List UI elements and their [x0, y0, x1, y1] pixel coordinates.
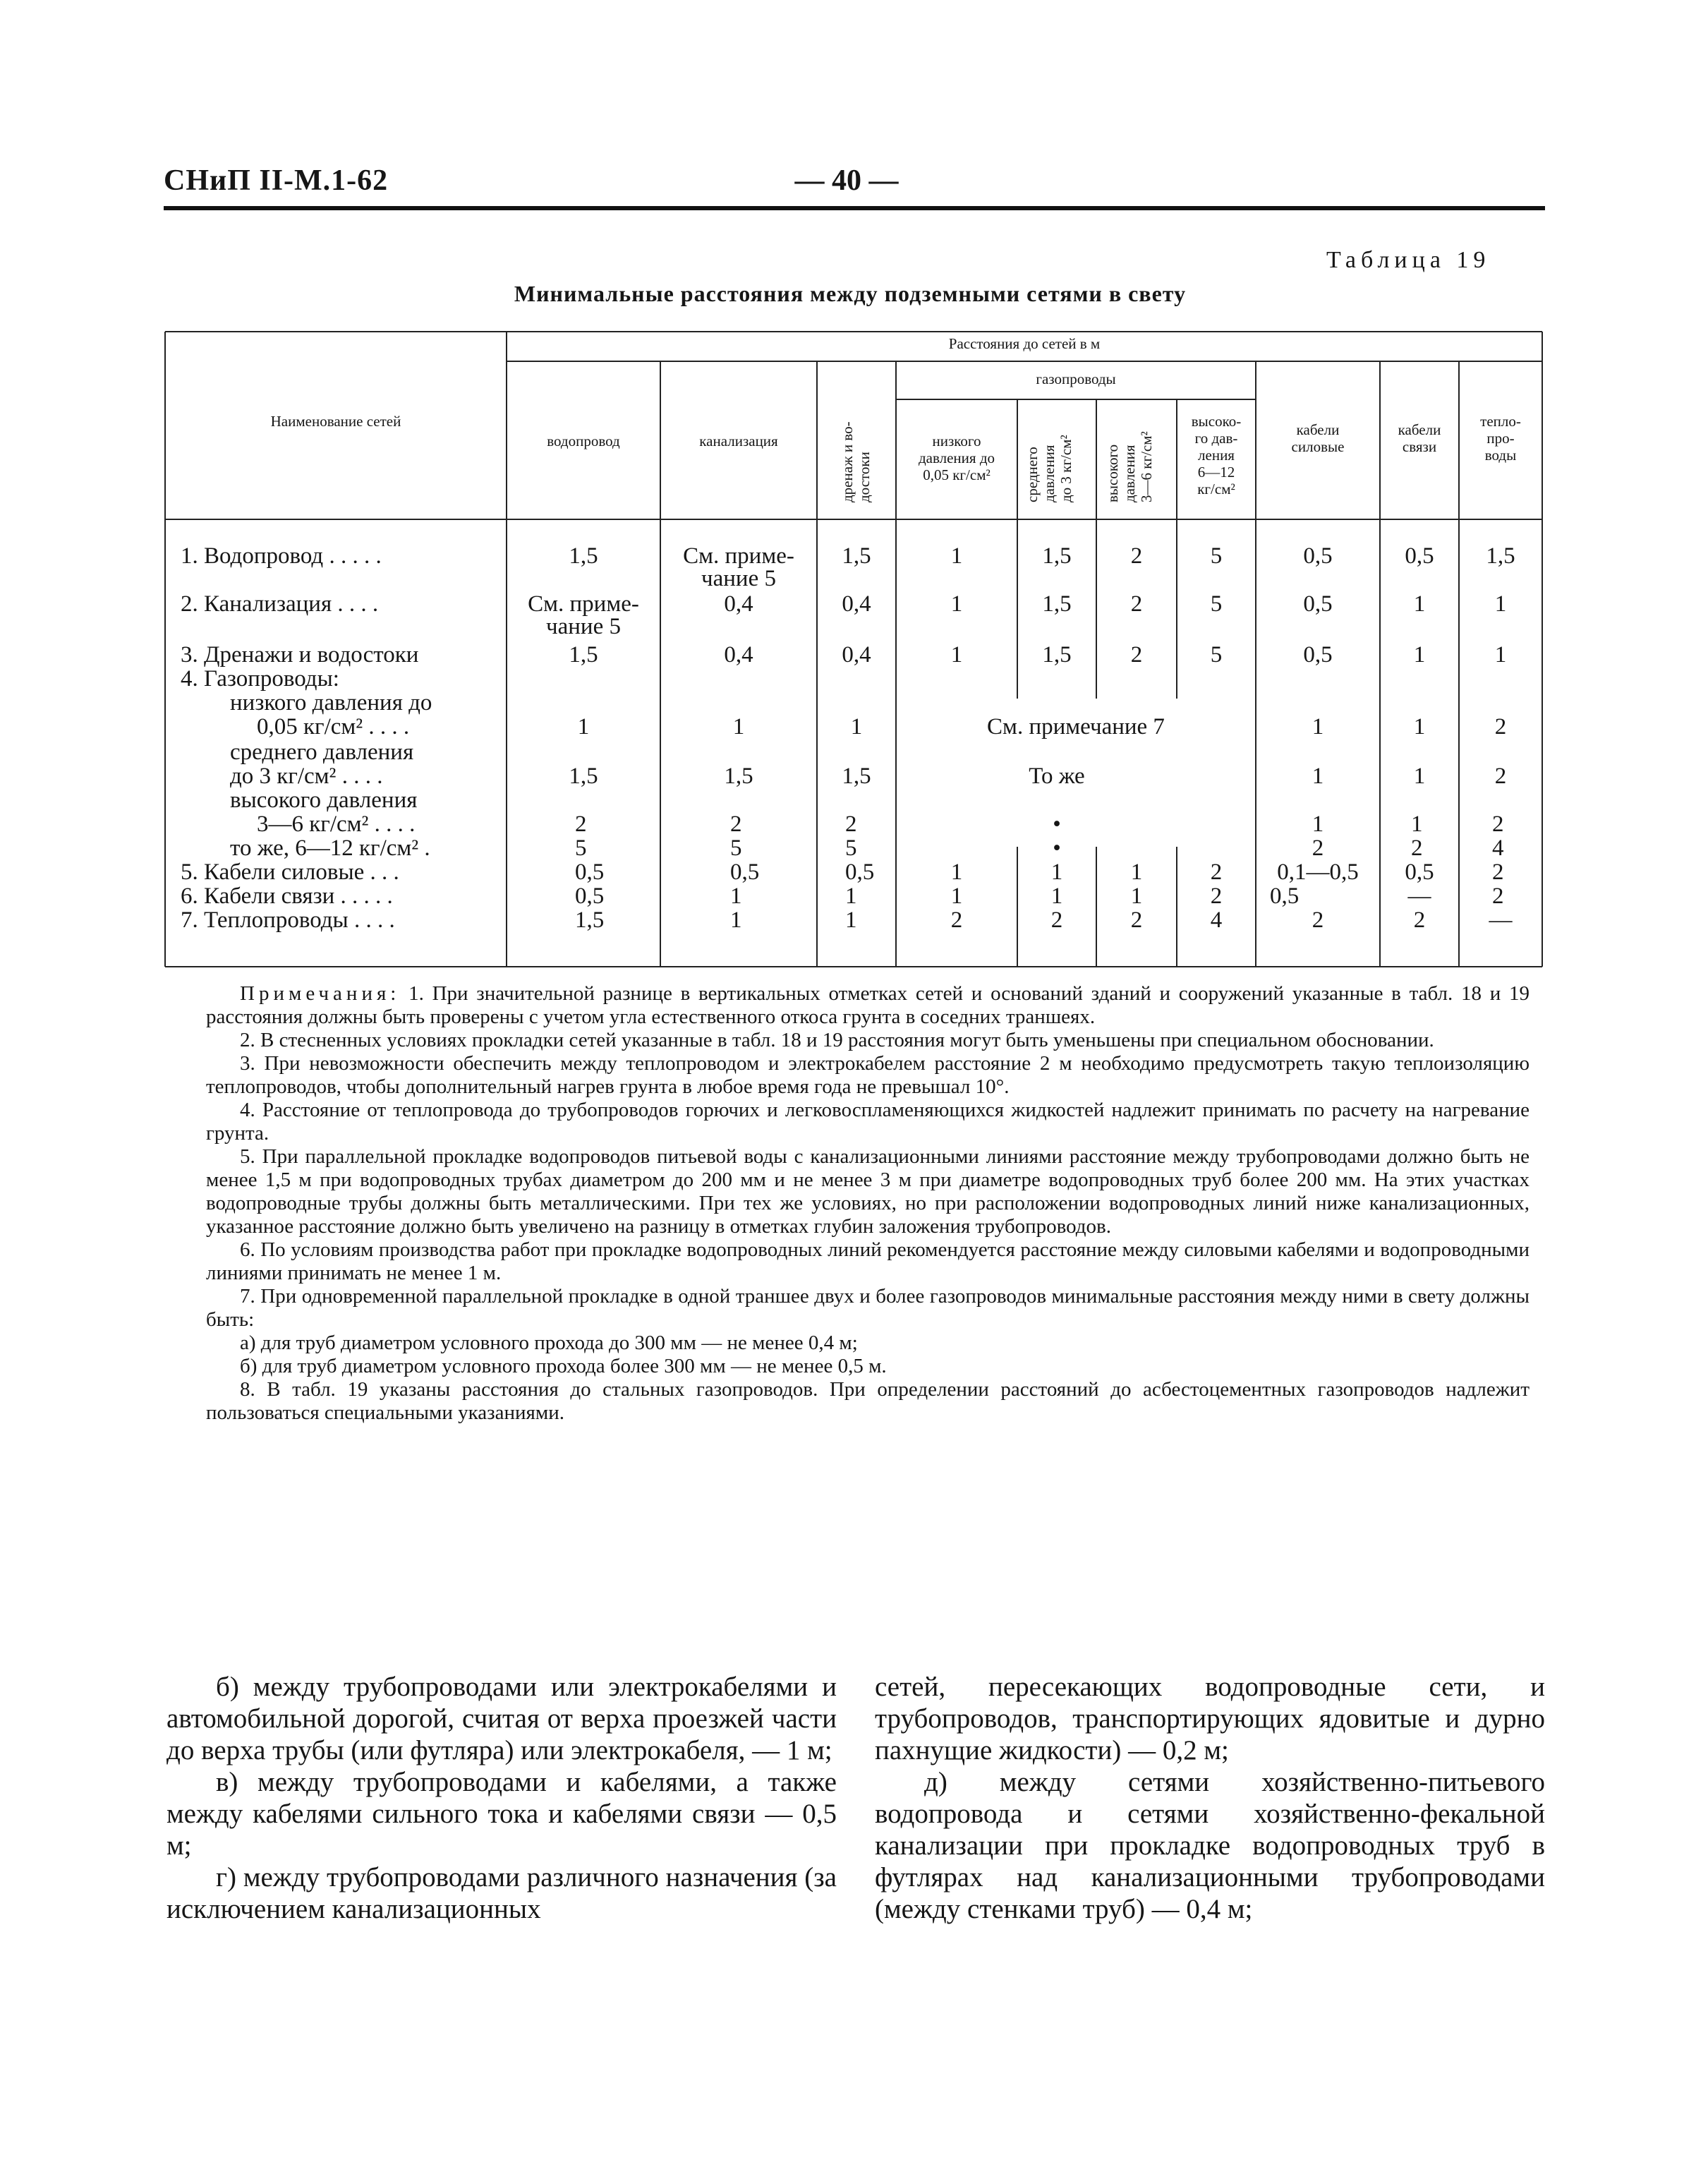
cell: 1 [1413, 642, 1426, 668]
cell: 5 [1210, 591, 1223, 617]
paragraph: сетей, пересекающих водопроводные сети, и трубопроводов, транспортирующих ядовитые и дурно пахнущие жидкости) — 0,2 м; [875, 1672, 1545, 1765]
cell: 1 [1413, 714, 1426, 740]
table-notes [206, 982, 1530, 1425]
cell: 1 [1494, 642, 1507, 668]
cell: См. приме- [683, 543, 794, 569]
row-name-water: 1. Водопровод . . . . . [181, 543, 382, 569]
body-column-right [875, 1671, 1545, 1925]
head-distances: Расстояния до сетей в м [948, 335, 1101, 352]
head-gas-mid-1: среднего [1024, 447, 1041, 502]
cell: 1 [950, 642, 963, 668]
head-comm-1: кабели [1398, 421, 1441, 438]
head-gas: газопроводы [1036, 370, 1116, 387]
cell: 0,4 [724, 642, 753, 668]
cell: 5 [1210, 642, 1223, 668]
head-gas-very-4: 6—12 [1197, 464, 1235, 481]
cell: 0,5 [1405, 543, 1434, 569]
cell: 0,5 [1303, 591, 1333, 617]
cell: 1 [1413, 763, 1426, 789]
cell: 1 [730, 883, 742, 909]
cell: 2 [1413, 907, 1426, 933]
cell: 4 [1210, 907, 1223, 933]
head-sewer: канализация [699, 433, 778, 449]
head-gas-high-1: высокого [1104, 444, 1121, 502]
cell: 1 [1312, 811, 1324, 837]
cell: 1 [845, 907, 857, 933]
cell: 2 [1494, 763, 1507, 789]
row-sub2-gas-mid: до 3 кг/см² . . . . [230, 763, 383, 789]
cell: 1,5 [1042, 642, 1072, 668]
note: 2. В стесненных условиях прокладки сетей указанные в табл. 18 и 19 расстояния могут быть уменьшены при специальном обосновании. [240, 1029, 1434, 1051]
cell: 5 [1210, 543, 1223, 569]
head-drain-1: дренаж и во- [839, 421, 856, 502]
cell: 2 [845, 811, 857, 837]
row-name-heat: 7. Теплопроводы . . . . [181, 907, 395, 933]
head-gas-low-3: 0,05 кг/см² [923, 466, 991, 483]
cell: 2 [575, 811, 587, 837]
row-sub-gas-low: низкого давления до [230, 690, 432, 716]
cell: 0,5 [730, 859, 760, 885]
head-water: водопровод [547, 433, 620, 449]
cell: 0,5 [1405, 859, 1434, 885]
note: 5. При параллельной прокладке водопроводов питьевой воды с канализационными линиями расстояние между трубопроводами должно быть не менее 1,5 м при водопроводных трубах диаметром до 200 мм и не менее 3 м при диаметре водопроводных труб более 200 мм. На этих участках водопроводные трубы должны быть металлическими. При тех же условиях, но при расположении водопроводных линий ниже канализационных, указанное расстояние должно быть увеличено на разницу в отметках глубин заложения трубопроводов. [206, 1145, 1530, 1238]
cell: 1 [577, 714, 590, 740]
note: 6. По условиям производства работ при прокладке водопроводных линий рекомендуется расстояние между силовыми кабелями и водопроводными линиями принимать не менее 1 м. [206, 1238, 1530, 1284]
cell: 2 [1130, 591, 1143, 617]
cell: 1,5 [724, 763, 753, 789]
cell: 0,5 [1303, 642, 1333, 668]
head-gas-low-1: низкого [932, 433, 981, 449]
cell: См. приме- [528, 591, 639, 617]
cell: 1 [1413, 591, 1426, 617]
cell: 2 [1492, 883, 1504, 909]
note: 8. В табл. 19 указаны расстояния до стальных газопроводов. При определении расстояний до асбестоцементных газопроводов надлежит пользоваться специальными указаниями. [206, 1378, 1530, 1424]
head-gas-mid-2: давления [1041, 445, 1058, 502]
cell: 1 [1494, 591, 1507, 617]
paragraph: д) между сетями хозяйственно-питьевого водопровода и сетями хозяйственно-фекальной канализации при прокладке водопроводных труб в футлярах над канализационными трубопроводами (между стенками труб) — 0,4 м; [875, 1767, 1545, 1924]
cell: 1 [732, 714, 745, 740]
head-power-2: силовые [1291, 438, 1345, 455]
cell: 2 [1312, 835, 1324, 861]
cell: См. примечание 7 [987, 714, 1165, 740]
row-sub-gas-high: высокого давления [230, 787, 418, 813]
cell: 1 [1050, 883, 1063, 909]
cell: 2 [1210, 859, 1223, 885]
cell: 0,4 [842, 591, 871, 617]
note [206, 982, 1530, 1029]
cell: 1 [950, 883, 963, 909]
head-gas-very-1: высоко- [1191, 413, 1242, 430]
head-comm-2: связи [1402, 438, 1437, 455]
head-gas-mid-3: до 3 кг/см² [1058, 435, 1074, 502]
cell: 1 [1411, 811, 1423, 837]
cell: 1 [1050, 859, 1063, 885]
cell: 0,4 [842, 642, 871, 668]
cell: чание 5 [701, 566, 776, 591]
cell: 0,5 [1270, 883, 1300, 909]
cell: 0,4 [724, 591, 753, 617]
row-name-sewer: 2. Канализация . . . . [181, 591, 379, 617]
cell: 2 [1411, 835, 1423, 861]
cell: 1,5 [1042, 591, 1072, 617]
paragraph: в) между трубопроводами и кабелями, а также между кабелями сильного тока и кабелями связи — 0,5 м; [166, 1767, 837, 1861]
cell: 0,5 [575, 883, 605, 909]
cell: 1,5 [569, 763, 598, 789]
cell: 1 [845, 883, 857, 909]
cell: 1 [730, 907, 742, 933]
cell: 2 [1130, 543, 1143, 569]
head-gas-very-5: кг/см² [1197, 481, 1235, 497]
head-gas-high-3: 3—6 кг/см² [1138, 431, 1155, 502]
head-gas-high-2: давления [1121, 445, 1138, 502]
cell: 1,5 [842, 763, 871, 789]
table-label: Таблица 19 [1326, 247, 1491, 273]
cell: • [1053, 811, 1061, 837]
cell: 0,5 [575, 859, 605, 885]
cell: 2 [1210, 883, 1223, 909]
notes-lead: Примечания: [240, 982, 401, 1005]
row-name-drain: 3. Дренажи и водостоки [181, 642, 419, 668]
cell: 0,5 [1303, 543, 1333, 569]
cell: 5 [730, 835, 742, 861]
note: б) для труб диаметром условного прохода более 300 мм — не менее 0,5 м. [240, 1355, 887, 1377]
row-sub2-gas-very: то же, 6—12 кг/см² . [230, 835, 430, 861]
row-name-comm: 6. Кабели связи . . . . . [181, 883, 393, 909]
cell: 1,5 [575, 907, 605, 933]
cell: 1,5 [842, 543, 871, 569]
cell: 1,5 [1486, 543, 1515, 569]
cell: 2 [950, 907, 963, 933]
document-code: СНиП II-М.1-62 [164, 164, 389, 197]
cell: 0,1—0,5 [1277, 859, 1359, 885]
cell: 1,5 [1042, 543, 1072, 569]
table-title: Минимальные расстояния между подземными сетями в свету [514, 281, 1187, 306]
cell: 2 [1130, 907, 1143, 933]
head-heat-1: тепло- [1480, 413, 1521, 430]
note: а) для труб диаметром условного прохода до 300 мм — не менее 0,4 м; [240, 1332, 858, 1354]
head-heat-3: воды [1484, 447, 1517, 464]
row-sub-gas-mid: среднего давления [230, 740, 414, 765]
page-number: — 40 — [794, 164, 899, 197]
head-name-col: Наименование сетей [270, 413, 401, 430]
note-text: 1. При значительной разнице в вертикальных отметках сетей и оснований зданий и сооружений указанные в табл. 18 и 19 расстояния должны быть проверены с учетом угла естественного откоса грунта в соседних траншеях. [206, 982, 1530, 1028]
cell: чание 5 [546, 614, 621, 639]
cell: 5 [845, 835, 857, 861]
note: 3. При невозможности обеспечить между теплопроводом и электрокабелем расстояние 2 м необходимо предусмотреть такую теплоизоляцию теплопроводов, чтобы дополнительный нагрев грунта в любое время года не превышал 10°. [206, 1052, 1530, 1098]
row-name-power: 5. Кабели силовые . . . [181, 859, 399, 885]
head-gas-low-2: давления до [918, 449, 995, 466]
cell: 1 [950, 859, 963, 885]
cell: 1 [850, 714, 863, 740]
cell: 5 [575, 835, 587, 861]
cell: 2 [1050, 907, 1063, 933]
paragraph: г) между трубопроводами различного назначения (за исключением канализационных [166, 1862, 837, 1924]
cell: 2 [1130, 642, 1143, 668]
cell: 1 [950, 543, 963, 569]
cell: — [1489, 907, 1513, 933]
cell: 4 [1492, 835, 1504, 861]
head-heat-2: про- [1486, 430, 1515, 447]
cell: 1,5 [569, 543, 598, 569]
head-gas-very-2: го дав- [1194, 430, 1238, 447]
cell: 1 [1130, 883, 1143, 909]
cell: 1 [1312, 763, 1324, 789]
cell: То же [1029, 763, 1085, 789]
cell: 1,5 [569, 642, 598, 668]
cell: 2 [1312, 907, 1324, 933]
paragraph: б) между трубопроводами или электрокабелями и автомобильной дорогой, считая от верха проезжей части до верха трубы (или футляра) или электрокабеля, — 1 м; [166, 1672, 837, 1765]
row-name-gas: 4. Газопроводы: [181, 666, 339, 692]
row-sub2-gas-low: 0,05 кг/см² . . . . [257, 714, 410, 740]
head-drain-2: достоки [856, 452, 873, 502]
note: 7. При одновременной параллельной прокладке в одной траншее двух и более газопроводов минимальные расстояния между ними в свету должны быть: [206, 1285, 1530, 1331]
cell: 2 [1494, 714, 1507, 740]
note: 4. Расстояние от теплопровода до трубопроводов горючих и легковоспламеняющихся жидкостей надлежит принимать по расчету на нагревание грунта. [206, 1099, 1530, 1145]
cell: 0,5 [845, 859, 875, 885]
cell: 1 [1130, 859, 1143, 885]
cell: 2 [730, 811, 742, 837]
cell: 1 [950, 591, 963, 617]
cell: 2 [1492, 811, 1504, 837]
head-gas-very-3: ления [1198, 447, 1235, 464]
cell: — [1407, 883, 1431, 909]
cell: 1 [1312, 714, 1324, 740]
row-sub2-gas-high: 3—6 кг/см² . . . . [257, 811, 416, 837]
body-column-left [166, 1671, 837, 1925]
cell: • [1053, 835, 1061, 861]
head-power-1: кабели [1296, 421, 1340, 438]
cell: 2 [1492, 859, 1504, 885]
